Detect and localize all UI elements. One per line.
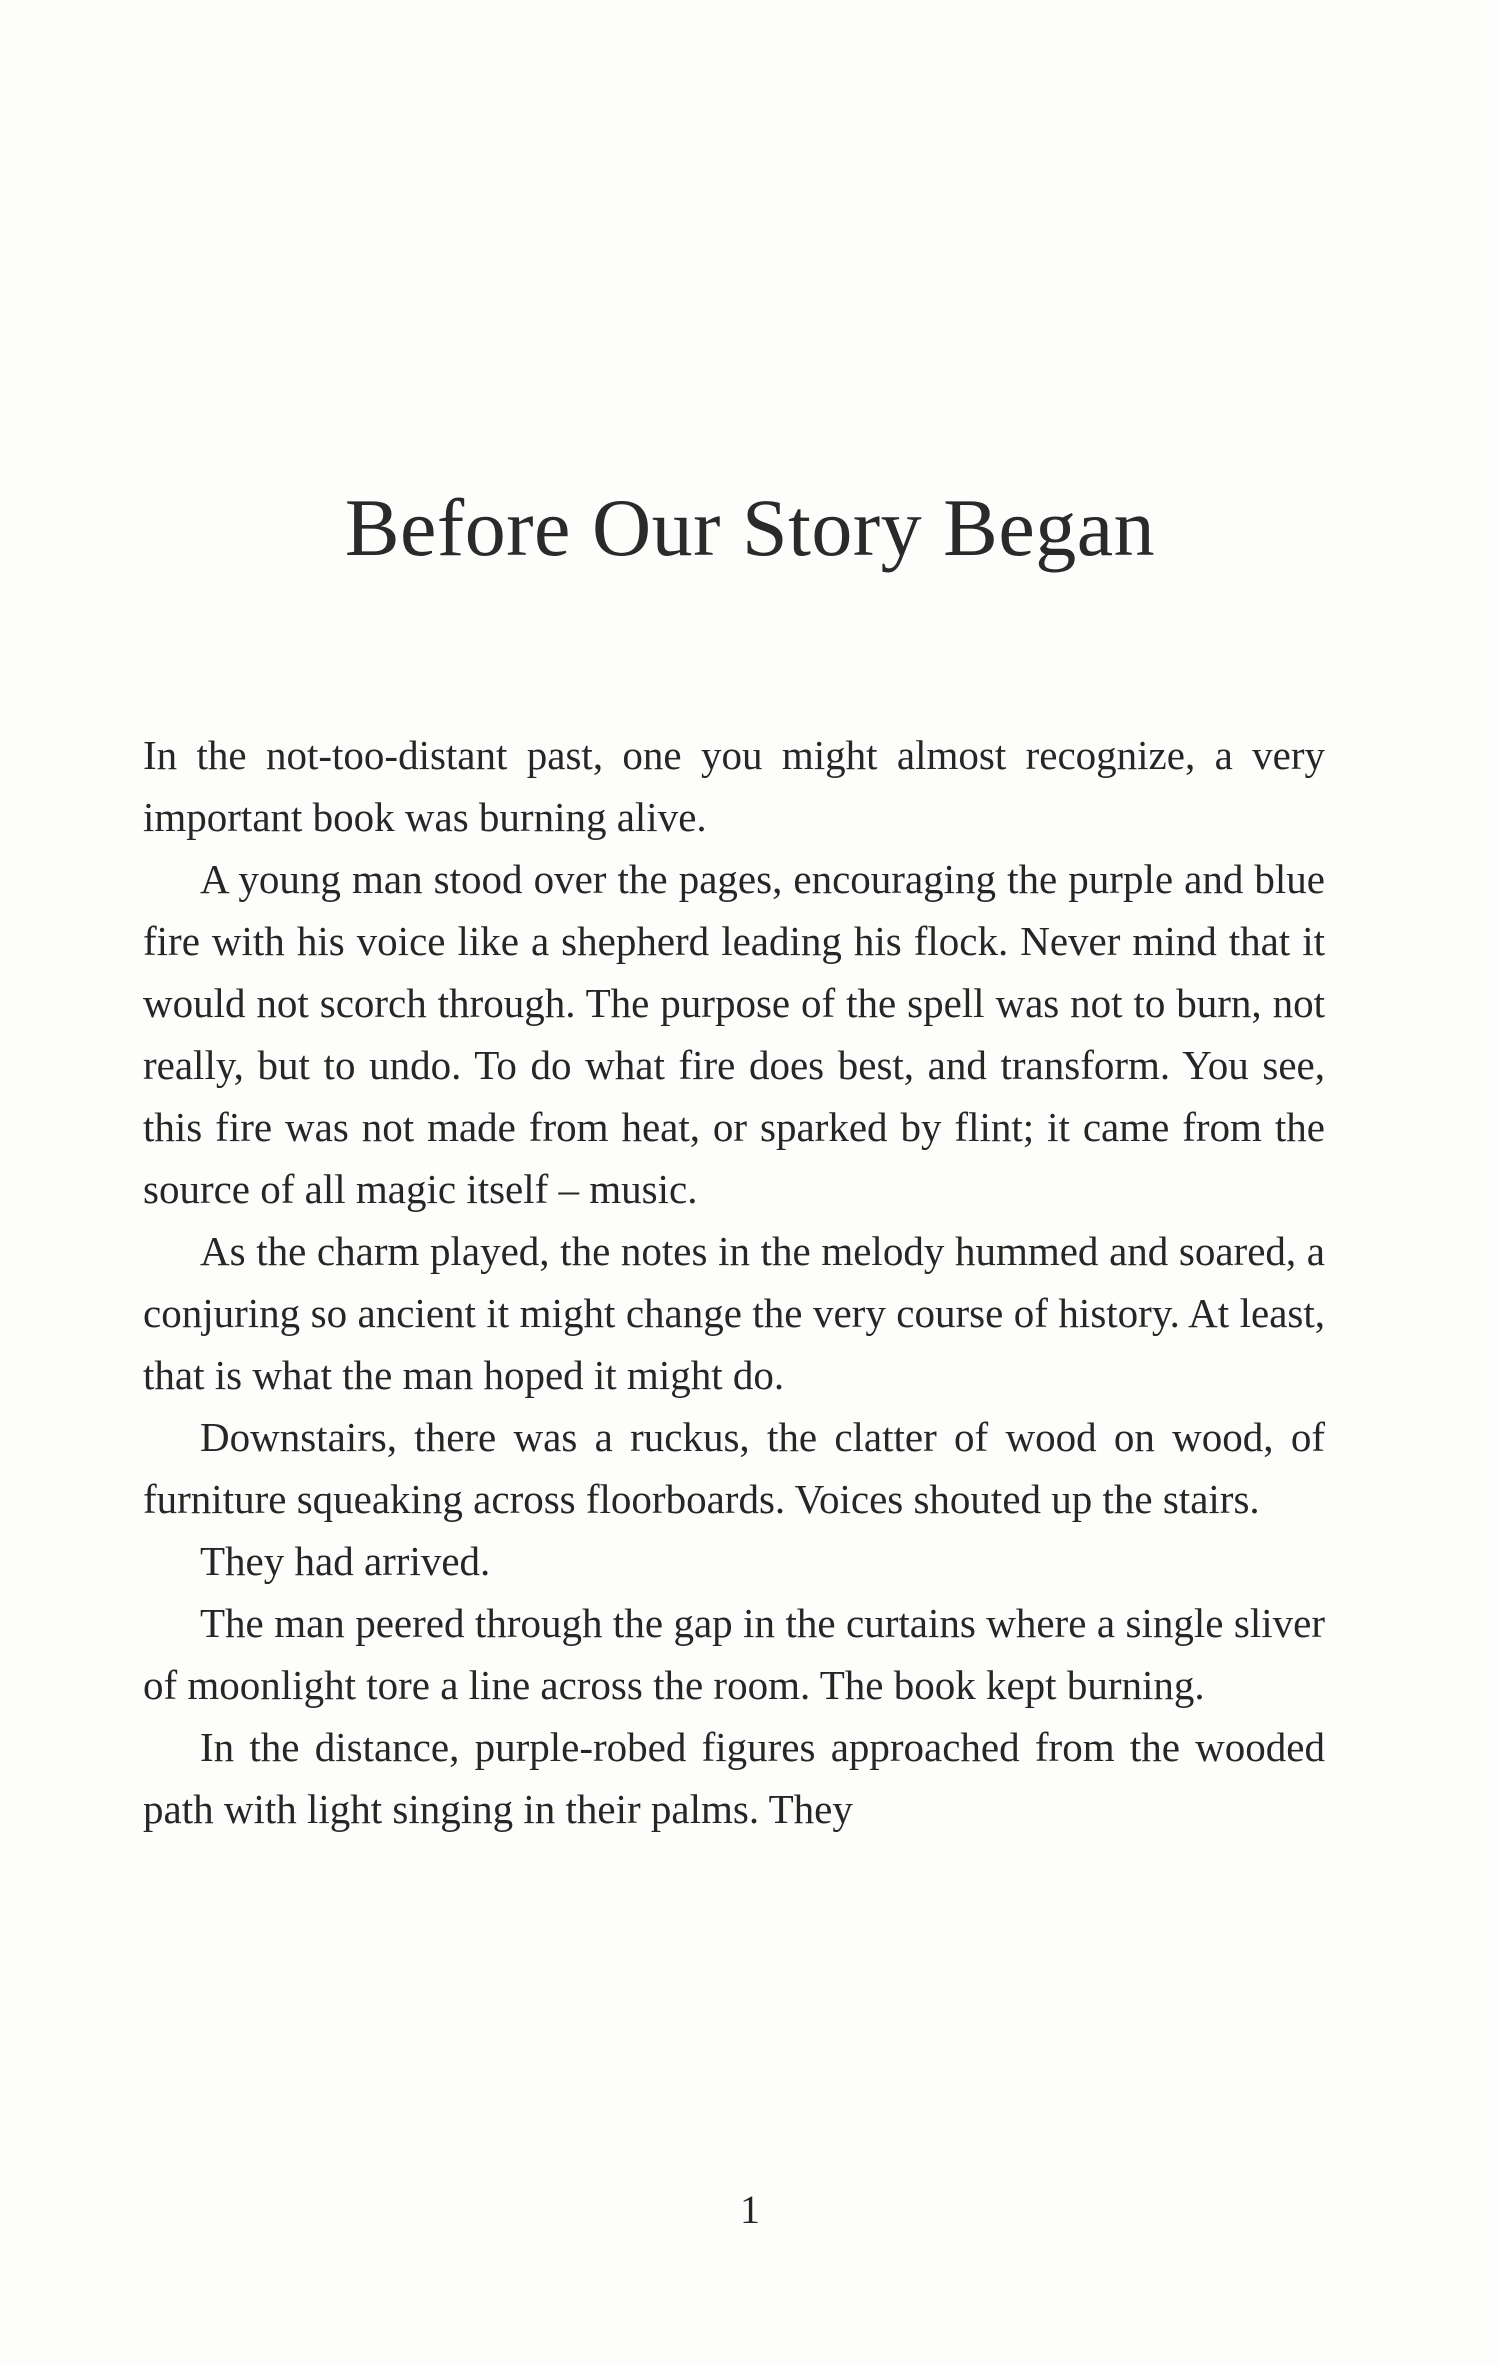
paragraph: A young man stood over the pages, encouraging the purple and blue fire with his voice like a shepherd leading his flock. Never mind that it would not scorch through. The purpose of the spell was not to burn, not really, but to undo. To do what fire does best, and transform. You see, this fire was not made from heat, or sparked by flint; it came from the source of all magic itself – music. [143,856,1325,1212]
paragraph: Downstairs, there was a ruckus, the clatter of wood on wood, of furniture squeaking across floorboards. Voices shouted up the stairs. [143,1414,1325,1522]
paragraph: As the charm played, the notes in the melody hummed and soared, a conjuring so ancient it might change the very course of history. At least, that is what the man hoped it might do. [143,1228,1325,1398]
paragraph: They had arrived. [200,1538,491,1584]
paragraph: In the distance, purple-robed figures approached from the wooded path with light singing in their palms. They [143,1724,1325,1832]
page-number: 1 [740,2187,760,2232]
paragraph: The man peered through the gap in the curtains where a single sliver of moonlight tore a line across the room. The book kept burning. [143,1600,1325,1708]
paragraph: In the not-too-distant past, one you might almost recognize, a very important book was burning alive. [143,732,1325,840]
chapter-title: Before Our Story Began [344,482,1156,573]
body-text [143,724,1325,1840]
